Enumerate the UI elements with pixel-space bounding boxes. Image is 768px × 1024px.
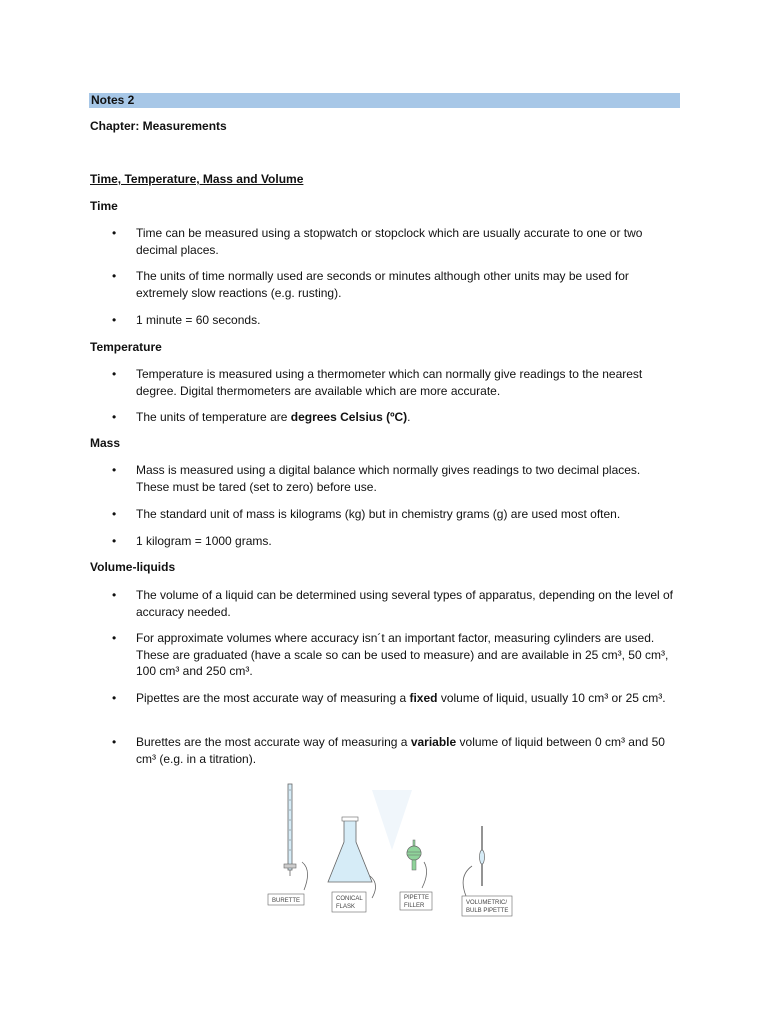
mass-bullet-2: The standard unit of mass is kilograms (kg) but in chemistry grams (g) are used most often. bbox=[136, 507, 621, 521]
volume-bullet-4 bbox=[136, 734, 676, 767]
temperature-heading: Temperature bbox=[90, 340, 162, 354]
volumetric-pipette-icon bbox=[480, 826, 485, 886]
bullet-dot: • bbox=[112, 410, 117, 424]
bullet-dot: • bbox=[112, 631, 117, 645]
notes-header-bar bbox=[89, 93, 680, 108]
pipette-arrow bbox=[463, 866, 472, 896]
temperature-bullet-2-text: The units of temperature are bbox=[136, 410, 291, 424]
temperature-unit-bold: degrees Celsius (ºC) bbox=[290, 410, 408, 424]
bullet-dot: • bbox=[112, 463, 117, 477]
time-bullet-1: Time can be measured using a stopwatch or stopclock which are usually accurate to one or two decimal places. bbox=[136, 226, 643, 257]
volume-bullet-4-end: volume of liquid between 0 cm³ and 50 cm³ (e.g. in a titration). bbox=[136, 735, 665, 766]
burette-arrow bbox=[302, 862, 308, 890]
pipette-label-1: VOLUMETRIC/ bbox=[466, 900, 508, 906]
volume-bullet-2: For approximate volumes where accuracy isn´t an important factor, measuring cylinders are used. These are graduated (have a scale so can be used to measure) and are available in 25 cm³, 50 cm³, 100 cm³ and 250 cm³. bbox=[136, 631, 669, 678]
bullet-dot: • bbox=[112, 534, 117, 548]
bullet-dot: • bbox=[112, 226, 117, 240]
conical-flask-icon bbox=[328, 817, 372, 882]
bullet-dot: • bbox=[112, 367, 117, 381]
mass-bullet-1: Mass is measured using a digital balance which normally gives readings to two decimal places. These must be tared (set to zero) before use. bbox=[136, 463, 641, 494]
bullet-dot: • bbox=[112, 269, 117, 283]
filler-label-2: FILLER bbox=[404, 903, 425, 909]
temperature-bullet-2 bbox=[136, 409, 676, 426]
flask-label-2: FLASK bbox=[336, 904, 356, 910]
volume-bullet-3 bbox=[136, 690, 676, 707]
bullet-dot: • bbox=[112, 691, 117, 705]
bullet-dot: • bbox=[112, 735, 117, 749]
volume-heading: Volume-liquids bbox=[90, 560, 176, 574]
burette-icon bbox=[284, 784, 296, 876]
filler-arrow bbox=[422, 862, 427, 888]
apparatus-figure bbox=[262, 780, 518, 920]
variable-bold: variable bbox=[410, 735, 457, 749]
time-bullet-2: The units of time normally used are seconds or minutes although other units may be used for extremely slow reactions (e.g. rusting). bbox=[136, 269, 629, 300]
notes-label: Notes 2 bbox=[91, 93, 135, 107]
fixed-bold: fixed bbox=[409, 691, 438, 705]
bullet-dot: • bbox=[112, 313, 117, 327]
bullet-dot: • bbox=[112, 507, 117, 521]
pipette-filler-icon bbox=[407, 840, 421, 870]
volume-bullet-3-end: volume of liquid, usually 10 cm³ or 25 cm³. bbox=[437, 691, 666, 705]
time-bullet-3: 1 minute = 60 seconds. bbox=[136, 313, 261, 327]
time-heading: Time bbox=[90, 199, 118, 213]
mass-heading: Mass bbox=[90, 436, 121, 450]
volume-bullet-4-text: Burettes are the most accurate way of measuring a bbox=[136, 735, 411, 749]
burette-label: BURETTE bbox=[272, 898, 301, 904]
mass-bullet-3: 1 kilogram = 1000 grams. bbox=[136, 534, 272, 548]
temperature-bullet-2-end: . bbox=[407, 410, 411, 424]
volume-bullet-1: The volume of a liquid can be determined using several types of apparatus, depending on the level of accuracy needed. bbox=[136, 588, 674, 619]
flask-label-1: CONICAL bbox=[336, 896, 363, 902]
pipette-label-2: BULB PIPETTE bbox=[466, 908, 509, 914]
temperature-bullet-1: Temperature is measured using a thermometer which can normally give readings to the nearest degree. Digital thermometers are available which are more accurate. bbox=[136, 367, 643, 398]
watermark-shape bbox=[372, 790, 412, 850]
volume-bullet-3-text: Pipettes are the most accurate way of measuring a bbox=[136, 691, 410, 705]
bullet-dot: • bbox=[112, 588, 117, 602]
filler-label-1: PIPETTE bbox=[404, 895, 430, 901]
section-title: Time, Temperature, Mass and Volume bbox=[90, 172, 304, 186]
chapter-title: Chapter: Measurements bbox=[90, 119, 227, 133]
